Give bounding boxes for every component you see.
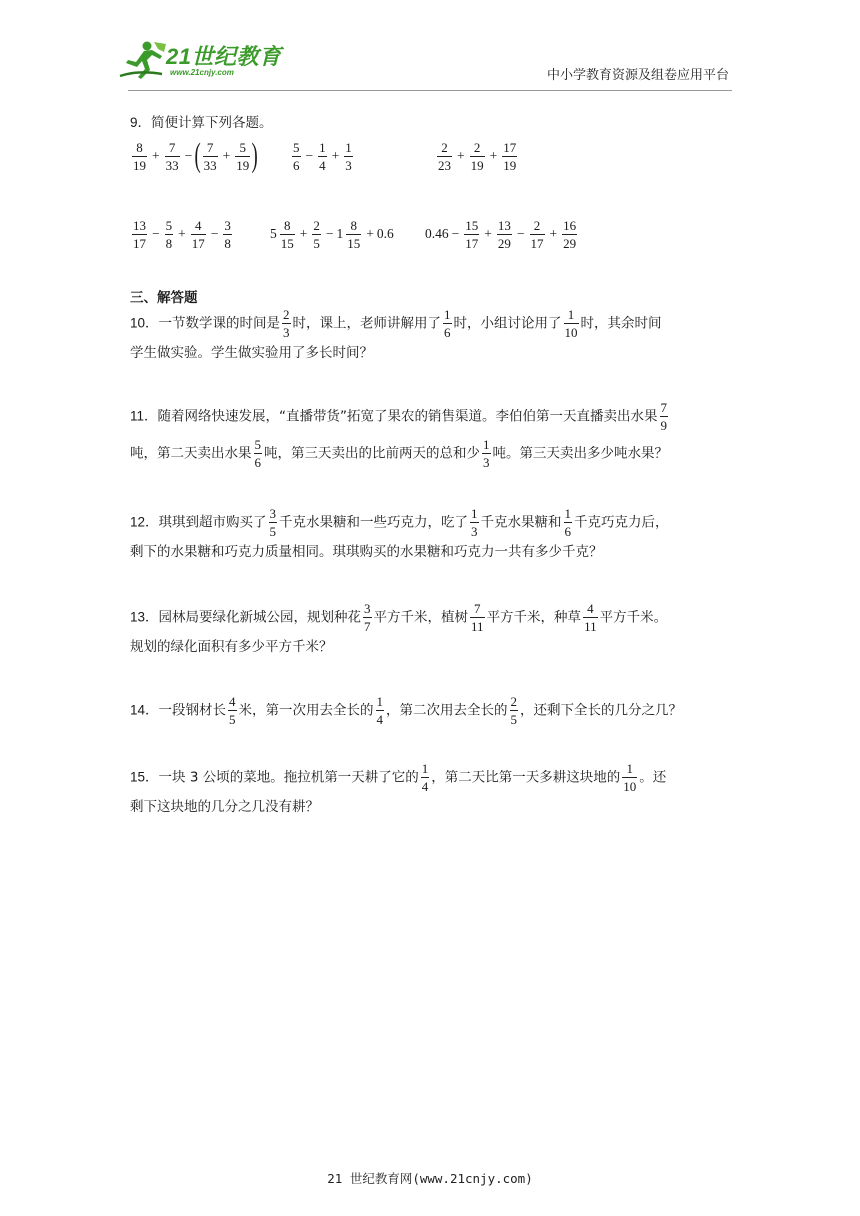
- operator: +: [489, 148, 498, 163]
- calc-expression-3: [435, 136, 519, 176]
- question-12: [130, 507, 735, 566]
- fraction: $\frac{13}{17}$: [133, 217, 146, 251]
- operator: −: [451, 226, 460, 241]
- question-text: 13．园林局要绿化新城公园，规划种花 $\frac{3}{7}$ 平方千米，植树 $\frac{7}{11}$ 平方千米，种草 $\frac{4}{11}$ 平方千米。: [130, 601, 668, 634]
- fraction: $\frac{2}{17}$: [530, 217, 544, 251]
- fraction: $\frac{5}{6}$: [293, 139, 300, 173]
- question-text: 15．一块 3 公顷的菜地。拖拉机第一天耕了它的 $\frac{1}{4}$ ，第二天比第一天多耕这块地的 $\frac{1}{10}$ 。还: [130, 761, 667, 794]
- fraction: $\frac{2}{19}$: [470, 139, 484, 173]
- right-paren: ): [251, 137, 258, 174]
- fraction: $\frac{13}{29}$: [497, 217, 511, 251]
- fraction: $\frac{3}{8}$: [224, 217, 231, 251]
- operator: +: [366, 226, 374, 241]
- question-13: [130, 602, 735, 661]
- question-text-line2: 剩下这块地的几分之几没有耕？: [130, 799, 319, 815]
- calc-row-2: [130, 214, 735, 254]
- calc-row-1: [130, 136, 735, 176]
- question-9-title: [130, 113, 735, 133]
- operator: −: [305, 148, 314, 163]
- fraction: $\frac{1}{3}$: [345, 139, 352, 173]
- worksheet-content: [130, 100, 735, 821]
- question-text-line2: 剩下的水果糖和巧克力质量相同。琪琪购买的水果糖和巧克力一共有多少千克？: [130, 544, 603, 560]
- operator: +: [331, 148, 340, 163]
- page-footer: 21 世纪教育网(www.21cnjy.com): [327, 1171, 533, 1186]
- site-logo[interactable]: [118, 40, 288, 82]
- fraction: $\frac{7}{33}$: [203, 139, 217, 173]
- fraction: $\frac{5}{8}$: [165, 217, 173, 251]
- calc-expression-1: [130, 136, 258, 176]
- operator: +: [222, 148, 231, 163]
- fraction: $\frac{1}{4}$: [319, 139, 326, 173]
- question-text: 11．随着网络快速发展，“直播带货”拓宽了果农的销售渠道。李伯伯第一天直播卖出水果 $\frac{7}{9}$: [130, 400, 668, 433]
- platform-title: 中小学教育资源及组卷应用平台: [546, 68, 729, 83]
- operator: −: [516, 226, 525, 241]
- fraction: $\frac{8}{19}$: [133, 139, 146, 173]
- fraction: $\frac{5}{19}$: [236, 139, 250, 173]
- fraction: $\frac{15}{17}$: [465, 217, 479, 251]
- fraction: $\frac{8}{15}$: [347, 217, 361, 251]
- fraction: $\frac{2}{5}$: [313, 217, 320, 251]
- runner-logo-icon: [118, 40, 168, 82]
- fraction: $\frac{16}{29}$: [563, 217, 577, 251]
- decimal-term: 0.46: [425, 226, 449, 241]
- operator: +: [152, 148, 160, 163]
- calc-expression-2: [290, 136, 355, 176]
- operator: −: [184, 148, 193, 163]
- fraction: $\frac{17}{19}$: [503, 139, 517, 173]
- header-divider: [128, 90, 732, 91]
- calc-expression-5: [270, 214, 394, 254]
- logo-text: 21世纪教育: [166, 44, 282, 69]
- operator: −: [152, 226, 160, 241]
- question-text: 10．一节数学课的时间是 $\frac{2}{3}$ 时，课上，老师讲解用了 $\frac{1}{6}$ 时，小组讨论用了 $\frac{1}{10}$ 时，其余时间: [130, 307, 662, 340]
- question-text-line2: 规划的绿化面积有多少平方千米？: [130, 639, 333, 655]
- operator: +: [299, 226, 308, 241]
- question-text-line2: 学生做实验。学生做实验用了多长时间？: [130, 345, 373, 361]
- decimal-term: 0.6: [376, 226, 394, 241]
- left-paren: (: [194, 137, 202, 174]
- operator: +: [484, 226, 492, 241]
- question-14: [130, 695, 735, 726]
- question-text: 14．一段钢材长 $\frac{4}{5}$ 米，第一次用去全长的 $\frac{1}{4}$ ，第二次用去全长的 $\frac{2}{5}$ ，还剩下全长的几分之几？: [130, 694, 683, 727]
- section-title: 三、解答题: [130, 290, 198, 306]
- calc-expression-4: [130, 214, 234, 254]
- fraction: $\frac{2}{23}$: [438, 139, 451, 173]
- page-header: [0, 0, 860, 100]
- operator: +: [549, 226, 558, 241]
- question-number: 9: [130, 115, 138, 130]
- logo-url: www.21cnjy.com: [170, 68, 234, 77]
- fraction: $\frac{4}{17}$: [191, 217, 205, 251]
- operator: +: [178, 226, 186, 241]
- mixed-whole: 5: [270, 226, 277, 241]
- question-text: 12．琪琪到超市购买了 $\frac{3}{5}$ 千克水果糖和一些巧克力，吃了 $\frac{1}{3}$ 千克水果糖和 $\frac{1}{6}$ 千克巧克力后，: [130, 506, 669, 539]
- operator: +: [457, 148, 465, 163]
- question-11: [130, 401, 735, 469]
- operator: −: [325, 226, 334, 241]
- question-text-line2: 吨，第二天卖出水果 $\frac{5}{6}$ 吨，第三天卖出的比前两天的总和少 $\frac{1}{3}$ 吨。第三天卖出多少吨水果？: [130, 437, 668, 470]
- question-15: [130, 762, 735, 821]
- operator: −: [210, 226, 219, 241]
- question-text: ．简便计算下列各题。: [137, 115, 273, 131]
- mixed-whole: 1: [336, 226, 344, 241]
- calc-expression-6: [425, 214, 579, 254]
- question-10: [130, 308, 735, 367]
- fraction: $\frac{7}{33}$: [165, 139, 179, 173]
- fraction: $\frac{8}{15}$: [280, 217, 294, 251]
